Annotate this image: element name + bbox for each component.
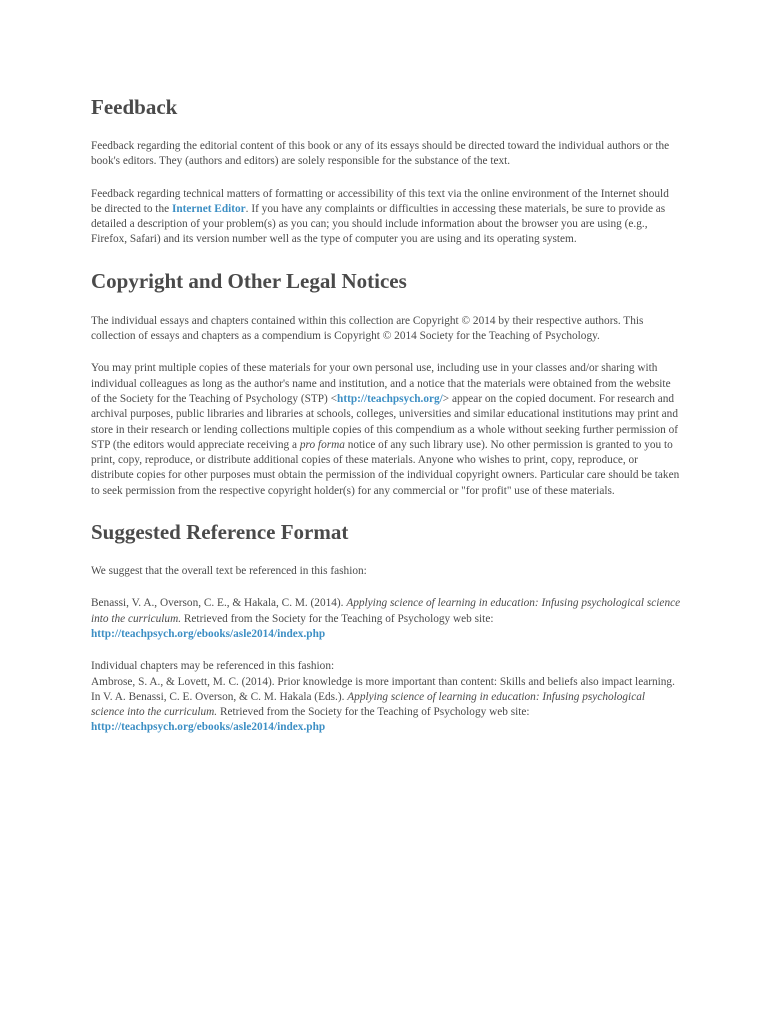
feedback-paragraph-2-text-a: Feedback regarding technical matters of formatting or accessibility of this text via the online environment of the Internet should be directed to the xyxy=(91,187,669,215)
feedback-paragraph-2 xyxy=(91,187,681,248)
chapter-citation-authors: Ambrose, S. A., & Lovett, M. C. (2014). Prior knowledge is more important than content: Skills and beliefs also impact learning. In V. A. Benassi, C. E. Overson, & C. M. Hakala (Eds.). xyxy=(91,675,675,703)
feedback-paragraph-2-text-b: . If you have any complaints or difficulties in accessing these materials, be sure to provide as detailed a description of your problem(s) as you can; you should include information about the browser you are using (e.g., Firefox, Safari) and its version number well as the type of computer you are using and its operating system. xyxy=(91,202,666,246)
chapter-intro: Individual chapters may be referenced in this fashion: xyxy=(91,660,335,673)
reference-heading: Suggested Reference Format xyxy=(91,520,349,545)
copyright-paragraph-2-text-a: You may print multiple copies of these materials for your own personal use, including use in your classes and/or sharing with individual colleagues as long as the author's name and institution, and a notice that the materials were obtained from the website of the Society for the Teaching of Psychology (STP) < xyxy=(91,362,671,405)
citation-authors: Benassi, V. A., Overson, C. E., & Hakala, C. M. (2014). xyxy=(91,597,347,610)
copyright-heading: Copyright and Other Legal Notices xyxy=(91,268,407,293)
ebook-link-1[interactable]: http://teachpsych.org/ebooks/asle2014/index.php xyxy=(91,627,326,640)
copyright-paragraph-1: The individual essays and chapters contained within this collection are Copyright © 2014 by their respective authors. This collection of essays and chapters as a compendium is Copyright © 2014 Society for the Teaching of Psychology. xyxy=(91,314,644,343)
copyright-paragraph-2-text-b: > appear on the copied document. For research and archival purposes, public libraries and libraries at schools, colleges, universities and similar educational institutions may print and store in their research or lending collections multiple copies of this compendium as a whole without seeking further permission of STP (the editors would appreciate receiving a xyxy=(91,392,678,451)
chapter-citation-retrieved: Retrieved from the Society for the Teaching of Psychology web site: xyxy=(217,706,530,719)
internet-editor-link[interactable]: Internet Editor xyxy=(171,202,246,215)
copyright-paragraph-2 xyxy=(91,361,681,499)
pro-forma-italic: pro forma xyxy=(299,438,345,451)
feedback-heading: Feedback xyxy=(91,95,178,119)
citation-retrieved: Retrieved from the Society for the Teaching of Psychology web site: xyxy=(181,612,494,625)
reference-chapter-citation xyxy=(91,659,681,735)
feedback-paragraph-1: Feedback regarding the editorial content of this book or any of its essays should be directed toward the individual authors or the book's editors. They (authors and editors) are solely responsible for the substance of the text. xyxy=(91,140,670,168)
ebook-link-2[interactable]: http://teachpsych.org/ebooks/asle2014/index.php xyxy=(91,721,326,734)
teachpsych-link[interactable]: http://teachpsych.org/ xyxy=(337,392,443,405)
reference-overall-citation xyxy=(91,596,681,642)
citation-book-title: Applying science of learning in education: Infusing psychological science into the curriculum. xyxy=(91,597,681,625)
copyright-paragraph-2-text-c: notice of any such library use). No other permission is granted to you to print, copy, reproduce, or distribute additional copies of these materials. Anyone who wishes to print, copy, reproduce, or distribute copies for other purposes must obtain the permission of the individual copyright owners. Particular care should be taken to seek permission from the respective copyright holder(s) for any commercial or "for profit" use of these materials. xyxy=(91,438,680,497)
reference-intro: We suggest that the overall text be referenced in this fashion: xyxy=(91,565,367,578)
document-page xyxy=(91,88,681,736)
chapter-citation-book-title: Applying science of learning in education: Infusing psychological science into the curriculum. xyxy=(91,690,646,719)
